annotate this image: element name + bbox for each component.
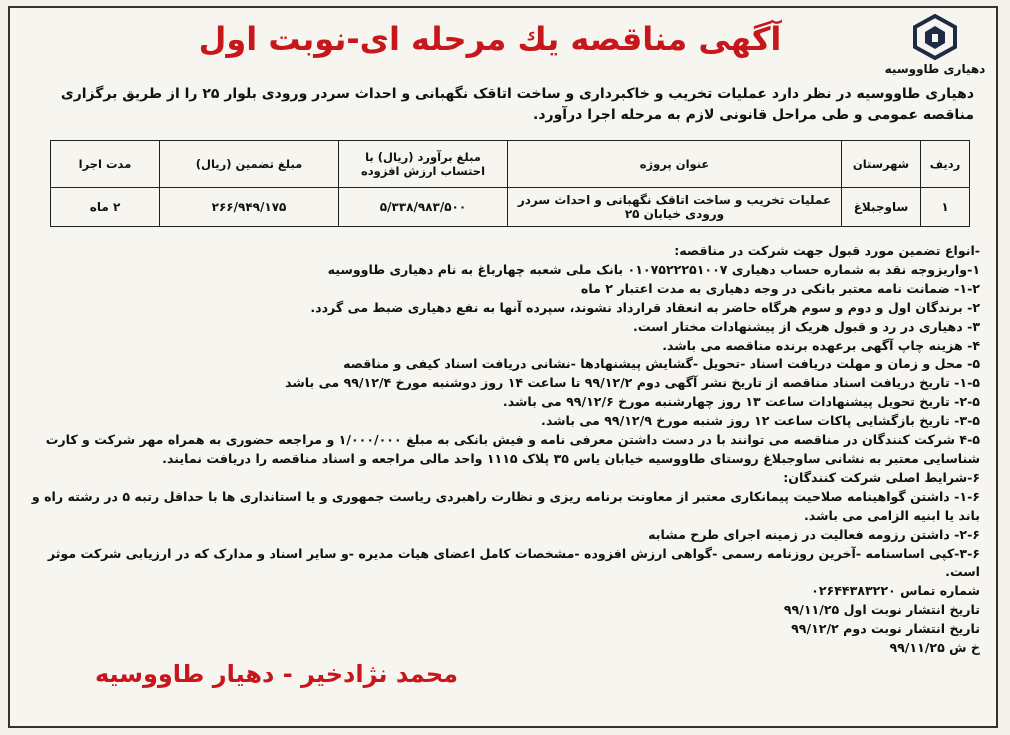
cell-estimate: ۵/۳۳۸/۹۸۳/۵۰۰	[339, 188, 508, 227]
signature: محمد نژادخیر - دهیار طاووسیه	[95, 660, 458, 688]
org-name: دهیاری طاووسیه	[884, 62, 986, 76]
reference-code: خ ش ۹۹/۱۱/۲۵	[889, 640, 980, 656]
col-header-estimate: مبلغ برآورد (ریال) با احتساب ارزش افزوده	[339, 141, 508, 188]
body-line: ۴- هزینه چاپ آگهی برعهده برنده مناقصه می باشد.	[662, 337, 980, 353]
cell-city: ساوجبلاغ	[842, 188, 921, 227]
body-line: ۱-۶- داشتن گواهینامه صلاحیت پیمانکاری معتبر از معاونت برنامه ریزی و نظارت راهبردی ریاست جمهوری و یا استانداری ها با حداقل رتبه ۵ در رشته راه و باند یا ابنیه الزامی می باشد.	[31, 488, 980, 523]
notice-body	[14, 242, 980, 658]
cell-duration: ۲ ماه	[51, 188, 160, 227]
body-line: ۲- برندگان اول و دوم و سوم هرگاه حاضر به انعقاد قرارداد نشوند، سپرده آنها به نفع دهیاری ضبط می گردد.	[310, 299, 980, 315]
org-logo-icon	[912, 14, 958, 60]
contact-line: شماره تماس ۰۲۶۴۴۳۸۳۲۲۰	[811, 583, 980, 599]
body-line: ۲-۶- داشتن رزومه فعالیت در زمینه اجرای طرح مشابه	[648, 526, 980, 542]
col-header-city: شهرستان	[842, 141, 921, 188]
body-line: ۳-۵- تاریخ بازگشایی پاکات ساعت ۱۲ روز شنبه مورخ ۹۹/۱۲/۹ می باشد.	[541, 413, 980, 429]
cell-guarantee: ۲۶۶/۹۴۹/۱۷۵	[160, 188, 339, 227]
cell-row-no: ۱	[921, 188, 970, 227]
publish-date-first: تاریخ انتشار نوبت اول ۹۹/۱۱/۲۵	[783, 602, 980, 618]
page-title: آگهی مناقصه يك مرحله ای-نوبت اول	[198, 20, 782, 58]
org-logo	[880, 14, 990, 84]
body-line: ۱-واریزوجه نقد به شماره حساب دهیاری ۰۱۰۷۵۲۲۲۵۱۰۰۷ بانک ملی شعبه چهارباغ به نام دهیاری طاووسیه	[327, 261, 980, 277]
body-line: ۳- دهیاری در رد و قبول هریک از پیشنهادات مختار است.	[633, 318, 980, 334]
project-table	[50, 140, 970, 227]
col-header-row-no: ردیف	[921, 141, 970, 188]
table-header-row	[51, 141, 970, 188]
body-line: ۱-۲- ضمانت نامه معتبر بانکی در وجه دهیاری به مدت اعتبار ۲ ماه	[580, 280, 980, 296]
body-line: -انواع تضمین مورد قبول جهت شرکت در مناقصه:	[674, 243, 980, 258]
publish-date-second: تاریخ انتشار نوبت دوم ۹۹/۱۲/۲	[791, 621, 980, 637]
body-line: ۱-۵- تاریخ دریافت اسناد مناقصه از تاریخ نشر آگهی دوم ۹۹/۱۲/۲ تا ساعت ۱۴ روز دوشنبه مورخ ۹۹/۱۲/۴ می باشد	[285, 375, 980, 391]
intro-paragraph: دهیاری طاووسیه در نظر دارد عملیات تخریب و خاکبرداری و ساخت اتاقک نگهبانی و احداث سردر ورودی بلوار ۲۵ را از طریق برگزاری مناقصه عمومی و طی مراحل قانونی لازم به مرحله اجرا درآورد.	[60, 86, 974, 123]
body-line: ۵- محل و زمان و مهلت دریافت اسناد -تحویل -گشایش پیشنهادها -نشانی دریافت اسناد کیفی و مناقصه	[343, 356, 980, 372]
body-line: ۴-۵ شرکت کنندگان در مناقصه می توانند با در دست داشتن معرفی نامه و فیش بانکی به مبلغ ۱/۰۰۰/۰۰۰ و مراجعه حضوری به همراه مهر شرکت و کارت شناسایی معتبر به نشانی ساوجبلاغ روستای طاووسیه خیابان یاس ۳۵ پلاک ۱۱۱۵ واحد مالی مراجعه و اسناد مناقصه را دریافت نمایند.	[45, 432, 980, 466]
table-row	[51, 188, 970, 227]
body-line: ۳-۶-کپی اساسنامه -آخرین روزنامه رسمی -گواهی ارزش افزوده -مشخصات کامل اعضای هیات مدیره -و سایر اسناد و مدارک که در ارزیابی شرکت موثر است.	[47, 545, 980, 580]
col-header-guarantee: مبلغ تضمین (ریال)	[160, 141, 339, 188]
cell-project-title: عملیات تخریب و ساخت اتاقک نگهبانی و احداث سردر ورودی خیابان ۲۵	[508, 188, 842, 227]
col-header-project-title: عنوان پروژه	[508, 141, 842, 188]
col-header-duration: مدت اجرا	[51, 141, 160, 188]
body-line: ۲-۵- تاریخ تحویل پیشنهادات ساعت ۱۳ روز چهارشنبه مورخ ۹۹/۱۲/۶ می باشد.	[502, 394, 980, 410]
body-line: ۶-شرایط اصلی شرکت کنندگان:	[783, 469, 980, 485]
